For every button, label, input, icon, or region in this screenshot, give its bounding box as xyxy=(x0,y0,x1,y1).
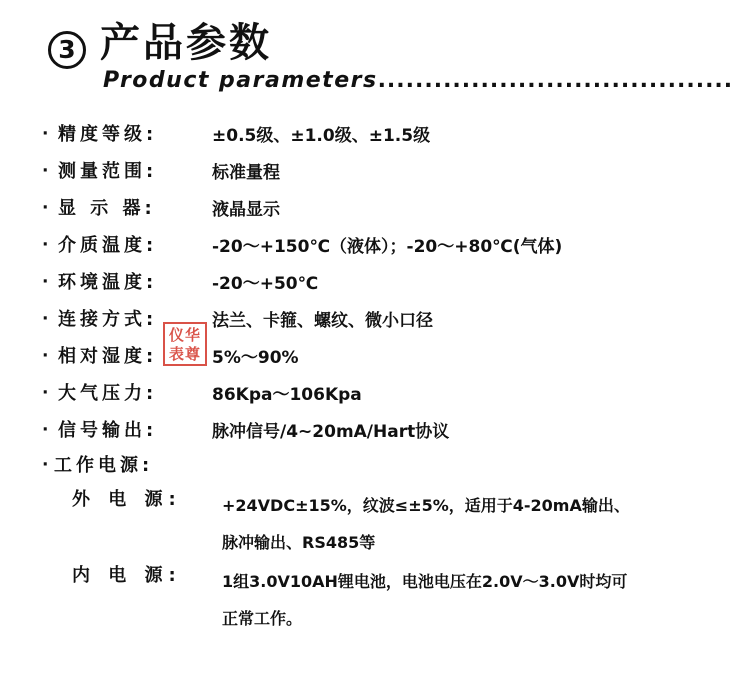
bullet-icon: · xyxy=(42,383,49,403)
spec-value: 标准量程 xyxy=(212,163,280,183)
power-item-external xyxy=(0,485,749,561)
spec-label: 显 示 器: xyxy=(58,198,156,219)
spec-value: -20～+50℃ xyxy=(212,274,319,294)
page-title-english: Product parameters xyxy=(103,68,378,93)
bullet-icon: · xyxy=(42,309,49,329)
watermark-line-2: 表尊 xyxy=(168,345,201,363)
page-subtitle-wrap xyxy=(103,68,734,98)
spec-row-atmospheric-pressure xyxy=(0,377,749,414)
spec-value: -20～+150℃（液体）；-20～+80℃(气体) xyxy=(212,237,563,257)
spec-value: 5%～90% xyxy=(212,348,299,368)
power-sub-label: 内 电 源: xyxy=(72,565,182,586)
spec-row-ambient-temperature xyxy=(0,266,749,303)
bullet-icon: · xyxy=(42,124,49,144)
spec-row-signal-output xyxy=(0,414,749,451)
spec-row-relative-humidity xyxy=(0,340,749,377)
power-sub-label: 外 电 源: xyxy=(72,489,182,510)
spec-row-measuring-range xyxy=(0,155,749,192)
watermark-line-1: 仪华 xyxy=(168,326,201,344)
dot-leader: ...................................... xyxy=(377,68,734,93)
spec-value: 86Kpa～106Kpa xyxy=(212,385,362,405)
bullet-icon: · xyxy=(42,161,49,181)
spec-label: 环境温度: xyxy=(58,272,158,293)
spec-label: 信号输出: xyxy=(58,420,158,441)
spec-row-medium-temperature xyxy=(0,229,749,266)
power-item-internal xyxy=(0,561,749,637)
section-header xyxy=(0,0,749,108)
spec-row-working-power xyxy=(0,451,749,485)
bullet-icon: · xyxy=(42,420,49,440)
specification-list xyxy=(0,118,749,637)
power-sub-value-line2: 脉冲输出、RS485等 xyxy=(222,533,376,552)
spec-label: 精度等级: xyxy=(58,124,158,145)
page-title-chinese: 产品参数 xyxy=(100,20,272,66)
spec-row-accuracy xyxy=(0,118,749,155)
spec-value: 脉冲信号/4~20mA/Hart协议 xyxy=(212,422,450,442)
spec-value: 法兰、卡箍、螺纹、微小口径 xyxy=(212,311,433,331)
spec-label: 测量范围: xyxy=(58,161,158,182)
bullet-icon: · xyxy=(42,198,49,218)
power-sub-value-line1: 1组3.0V10AH锂电池，电池电压在2.0V～3.0V时均可 xyxy=(222,572,628,591)
spec-row-display xyxy=(0,192,749,229)
spec-label: 工作电源: xyxy=(54,455,154,476)
section-number-badge: 3 xyxy=(48,31,86,69)
spec-label: 大气压力: xyxy=(58,383,158,404)
bullet-icon: · xyxy=(42,272,49,292)
spec-label: 连接方式: xyxy=(58,309,158,330)
spec-label: 相对湿度: xyxy=(58,346,158,367)
power-sub-value-line2: 正常工作。 xyxy=(222,609,303,628)
watermark-stamp xyxy=(163,322,207,366)
bullet-icon: · xyxy=(42,346,49,366)
spec-value: 液晶显示 xyxy=(212,200,280,220)
power-sub-value-line1: +24VDC±15%，纹波≤±5%，适用于4-20mA输出、 xyxy=(222,496,630,515)
spec-value: ±0.5级、±1.0级、±1.5级 xyxy=(212,126,431,146)
spec-label: 介质温度: xyxy=(58,235,158,256)
spec-row-connection-type xyxy=(0,303,749,340)
bullet-icon: · xyxy=(42,235,49,255)
bullet-icon: · xyxy=(42,455,49,475)
